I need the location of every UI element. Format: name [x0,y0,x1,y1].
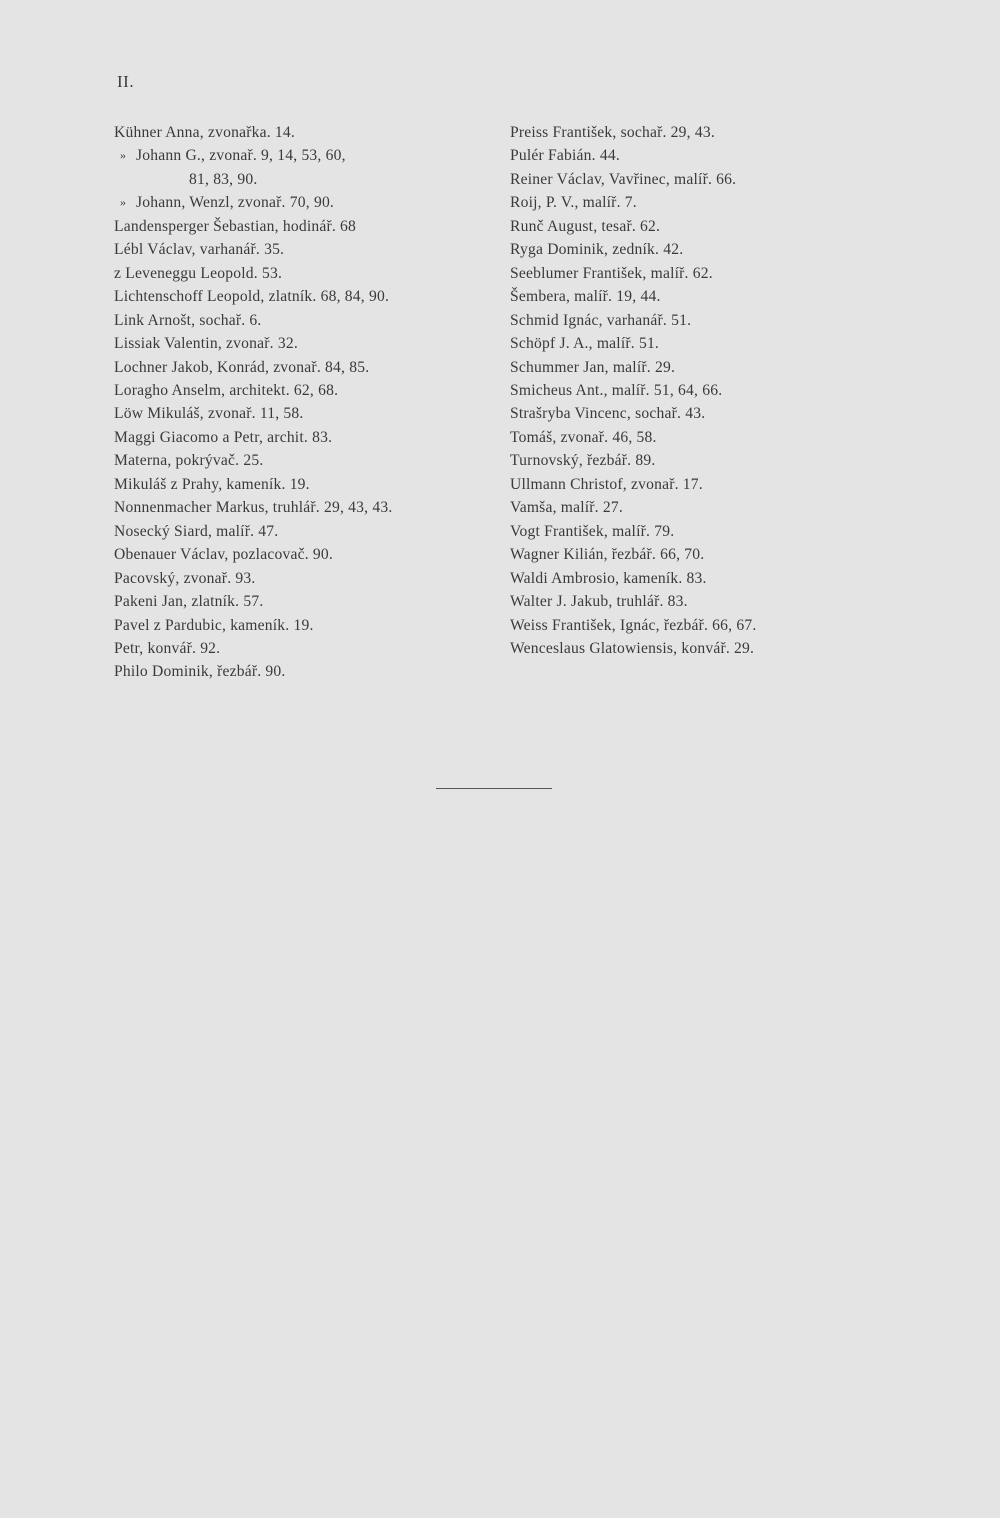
index-entry-text: Schöpf J. A., malíř. 51. [510,335,660,353]
index-entry-text: Strašryba Vincenc, sochař. 43. [510,405,706,423]
index-entry [114,285,494,308]
index-entry [510,262,880,285]
index-entry [510,567,880,590]
index-entry [114,637,494,660]
index-entry [114,309,494,332]
index-entry [510,520,880,543]
index-entry [114,402,494,425]
index-entry-text: Kühner Anna, zvonařka. 14. [114,124,296,141]
index-entry-text: z Leveneggu Leopold. 53. [114,264,283,282]
page-number: II. [117,72,135,91]
right-index-column [510,121,880,660]
index-entry-text: Loragho Anselm, architekt. 62, 68. [114,381,339,399]
ditto-mark: » [120,148,127,163]
index-entry-text: Šembera, malíř. 19, 44. [510,288,661,306]
index-entry-text: Lochner Jakob, Konrád, zvonař. 84, 85. [114,358,370,376]
index-entry-text: Maggi Giacomo a Petr, archit. 83. [114,428,333,446]
index-entry [114,332,494,355]
index-entry [510,168,880,191]
index-entry [510,449,880,472]
index-entry [510,473,880,496]
index-entry-text: Tomáš, zvonař. 46, 58. [510,428,657,446]
index-entry-text: Löw Mikuláš, zvonař. 11, 58. [114,405,304,423]
index-entry [510,121,880,144]
index-entry-text: Ullmann Christof, zvonař. 17. [510,475,703,493]
index-entry-text: Obenauer Václav, pozlacovač. 90. [114,546,333,564]
index-entry-text: Wenceslaus Glatowiensis, konvář. 29. [510,639,755,657]
index-entry-text: Preiss František, sochař. 29, 43. [510,124,715,141]
index-entry-text: Lichtenschoff Leopold, zlatník. 68, 84, 90. [114,288,390,306]
index-entry [510,590,880,613]
index-entry-text: Weiss František, Ignác, řezbář. 66, 67. [510,616,757,634]
index-entry [510,356,880,379]
left-index-column [114,121,494,684]
index-entry [510,637,880,660]
index-entry-text: Nonnenmacher Markus, truhlář. 29, 43, 43. [114,499,393,517]
index-entry-text: Roij, P. V., malíř. 7. [510,194,637,212]
index-entry-text: Philo Dominik, řezbář. 90. [114,663,286,681]
index-entry-text: Link Arnošt, sochař. 6. [114,311,262,329]
index-entry [510,238,880,261]
index-entry [114,660,494,683]
index-entry-text: Petr, konvář. 92. [114,639,221,657]
index-entry-text: Runč August, tesař. 62. [510,217,661,235]
index-entry-text: Nosecký Siard, malíř. 47. [114,522,279,540]
index-entry-text: Mikuláš z Prahy, kameník. 19. [114,475,310,493]
index-entry [114,379,494,402]
index-entry-text: Johann, Wenzl, zvonař. 70, 90. [136,194,335,212]
index-entry-text: Schmid Ignác, varhanář. 51. [510,311,692,329]
index-entry [114,543,494,566]
index-entry [510,144,880,167]
index-entry-text: Seeblumer František, malíř. 62. [510,264,713,282]
index-entry-text: Pakeni Jan, zlatník. 57. [114,593,264,611]
index-entry-text: Vogt František, malíř. 79. [510,522,675,540]
index-entry [114,144,494,167]
index-entry-text: Walter J. Jakub, truhlář. 83. [510,593,688,611]
index-entry-text: Landensperger Šebastian, hodinář. 68 [114,217,357,235]
ditto-mark: » [120,195,127,210]
index-entry-text: Turnovský, řezbář. 89. [510,452,656,470]
index-entry [510,496,880,519]
index-entry-text: Ryga Dominik, zedník. 42. [510,241,684,259]
index-entry [510,332,880,355]
index-entry [510,543,880,566]
index-entry-text: Lissiak Valentin, zvonař. 32. [114,335,298,353]
index-entry [114,449,494,472]
closing-rule [436,788,552,789]
index-entry [510,215,880,238]
index-entry [114,473,494,496]
index-entry-text: Pacovský, zvonař. 93. [114,569,256,587]
index-entry [114,590,494,613]
index-entry [510,426,880,449]
index-entry-text: Lébl Václav, varhanář. 35. [114,241,285,259]
index-entry [114,614,494,637]
index-entry-text: Waldi Ambrosio, kameník. 83. [510,569,707,587]
index-entry [510,191,880,214]
index-entry [510,614,880,637]
index-entry-text: Vamša, malíř. 27. [510,499,623,517]
index-entry [114,191,494,214]
index-entry [114,567,494,590]
index-entry [114,215,494,238]
index-entry-text: Materna, pokrývač. 25. [114,452,264,470]
index-entry-text: Smicheus Ant., malíř. 51, 64, 66. [510,381,723,399]
index-entry-text: Reiner Václav, Vavřinec, malíř. 66. [510,170,737,188]
index-entry [114,426,494,449]
index-entry-text: 81, 83, 90. [189,170,258,188]
index-entry-text: Schummer Jan, malíř. 29. [510,358,676,376]
index-entry [510,402,880,425]
index-entry [114,262,494,285]
index-entry [114,168,494,191]
index-entry-text: Johann G., zvonař. 9, 14, 53, 60, [136,147,346,165]
index-entry [114,520,494,543]
index-entry-text: Wagner Kilián, řezbář. 66, 70. [510,546,705,564]
index-entry [510,285,880,308]
index-entry [114,121,494,144]
index-entry [510,379,880,402]
index-entry [510,309,880,332]
index-entry [114,238,494,261]
index-entry [114,496,494,519]
index-entry-text: Pavel z Pardubic, kameník. 19. [114,616,314,634]
index-entry-text: Pulér Fabián. 44. [510,147,620,165]
index-entry [114,356,494,379]
